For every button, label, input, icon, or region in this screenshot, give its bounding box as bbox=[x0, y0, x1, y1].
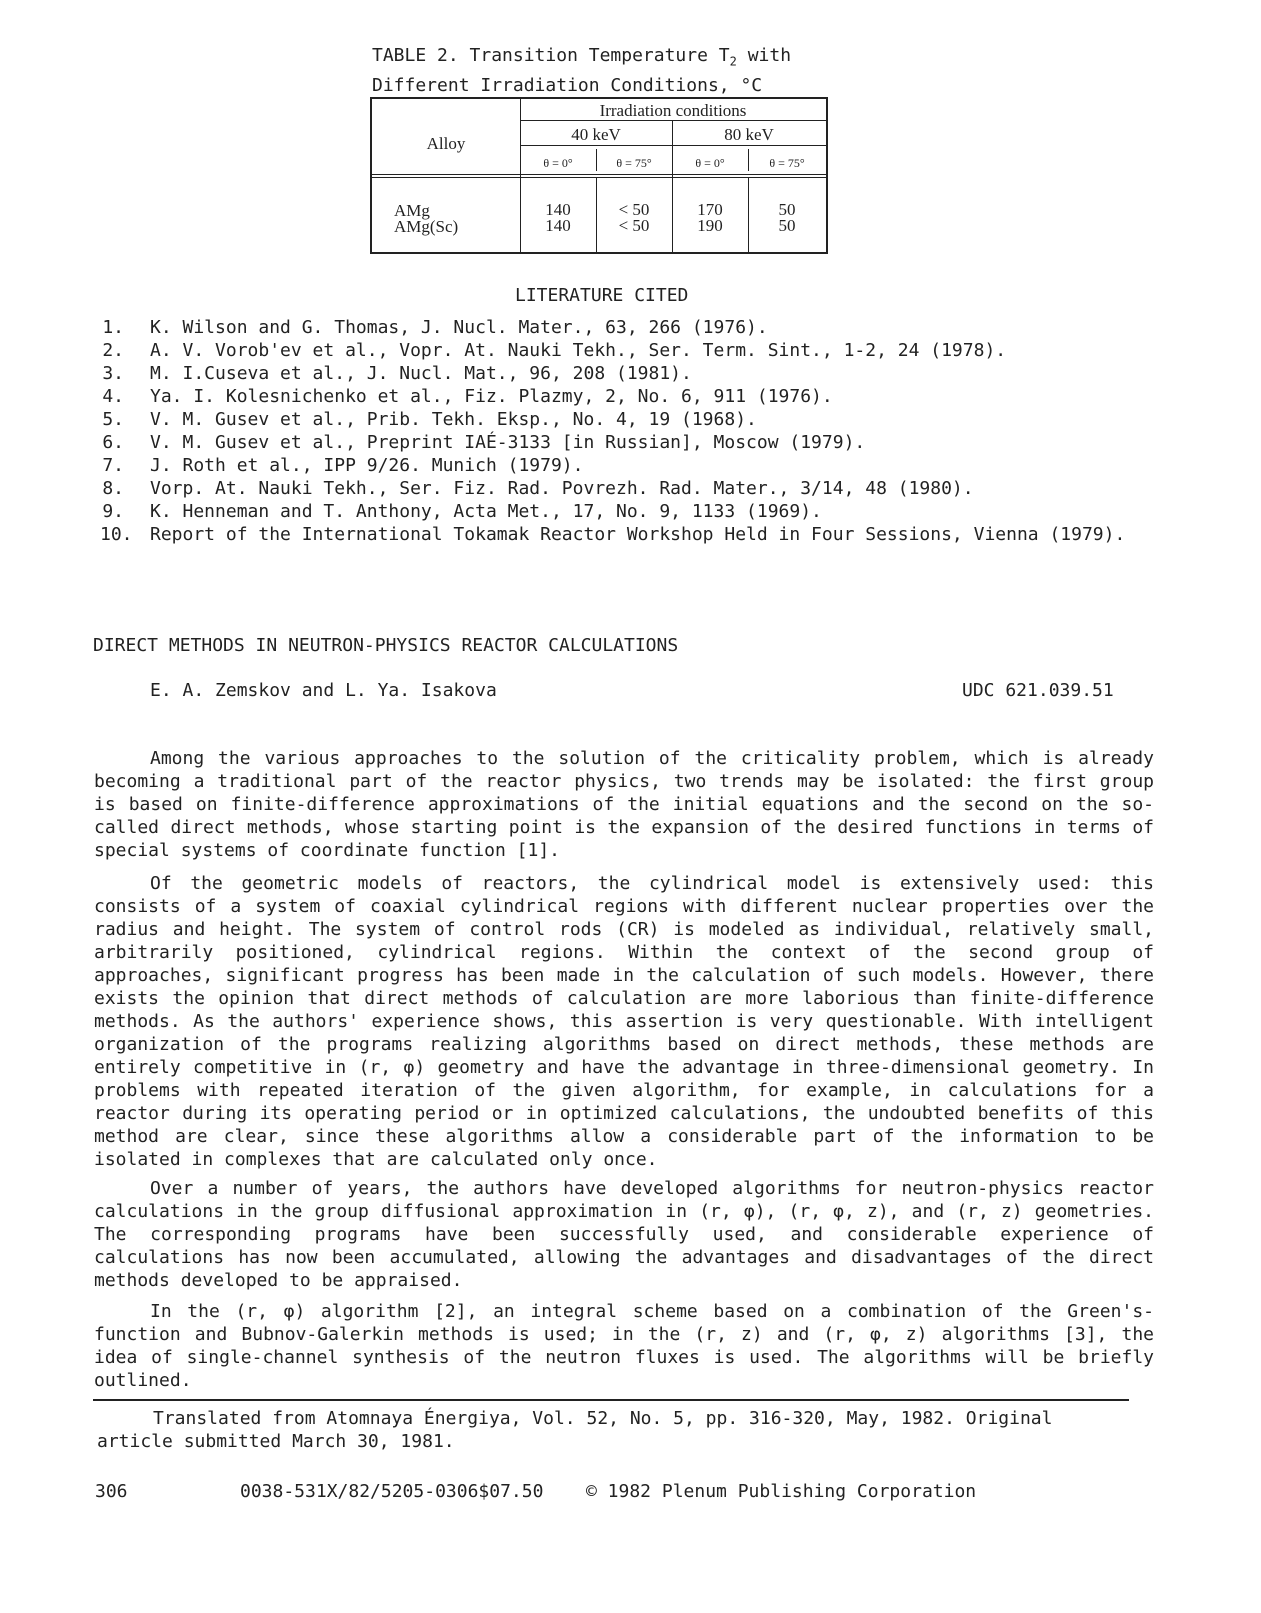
transition-temperature-table bbox=[370, 97, 828, 254]
paragraph: Over a number of years, the authors have developed algorithms for neutron-physics reactor calculations in the group diffusional approximation in (r, φ), (r, φ, z), and (r, z) geometries. The corresponding programs have been successfully used, and considerable experience of calculations has now been accumulated, allowing the advantages and disadvantages of the direct methods developed to be appraised. bbox=[94, 1178, 1154, 1291]
reference-item: 8. Vorp. At. Nauki Tekh., Ser. Fiz. Rad. Povrezh. Rad. Mater., 3/14, 48 (1980). bbox=[102, 478, 974, 499]
reference-item: 3. M. I.Cuseva et al., J. Nucl. Mat., 96, 208 (1981). bbox=[102, 363, 692, 384]
translation-footnote: Translated from Atomnaya Énergiya, Vol. 52, No. 5, pp. 316-320, May, 1982. Original article submitted March 30, 1981. bbox=[97, 1408, 1053, 1452]
reference-item: 6. V. M. Gusev et al., Preprint IAÉ-3133 [in Russian], Moscow (1979). bbox=[102, 432, 866, 453]
table-caption-line1: TABLE 2. Transition Temperature T bbox=[372, 45, 730, 66]
header-angle-0-40: θ = 0° bbox=[543, 156, 573, 170]
copyright-notice: © 1982 Plenum Publishing Corporation bbox=[586, 1481, 977, 1502]
cell: 50 bbox=[778, 216, 796, 235]
reference-item: 1. K. Wilson and G. Thomas, J. Nucl. Mater., 63, 266 (1976). bbox=[102, 317, 768, 338]
row-alloy-amgsc: AMg(Sc) bbox=[394, 217, 459, 236]
reference-item: 5. V. M. Gusev et al., Prib. Tekh. Eksp., No. 4, 19 (1968). bbox=[102, 409, 757, 430]
table-caption-subscript: 2 bbox=[729, 54, 737, 69]
literature-cited-title: LITERATURE CITED bbox=[515, 285, 689, 306]
header-alloy: Alloy bbox=[426, 134, 466, 153]
udc-code: UDC 621.039.51 bbox=[962, 680, 1114, 701]
header-angle-75-40: θ = 75° bbox=[616, 156, 652, 170]
cell: 140 bbox=[545, 200, 571, 219]
cell: 140 bbox=[545, 216, 571, 235]
paragraph: In the (r, φ) algorithm [2], an integral scheme based on a combination of the Green's-function and Bubnov-Galerkin methods is used; in the (r, z) and (r, φ, z) algorithms [3], the idea of single-channel synthesis of the neutron fluxes is used. The algorithms will be briefly outlined. bbox=[94, 1301, 1154, 1391]
reference-list bbox=[100, 316, 1140, 546]
table-caption-line2: Different Irradiation Conditions, °C bbox=[372, 74, 763, 96]
article-title: DIRECT METHODS IN NEUTRON-PHYSICS REACTOR CALCULATIONS bbox=[93, 635, 679, 656]
paragraph: Among the various approaches to the solution of the criticality problem, which is already becoming a traditional part of the reactor physics, two trends may be isolated: the first group is based on finite-difference approximations of the initial equations and the second on the so-called direct methods, whose starting point is the expansion of the desired functions in terms of special systems of coordinate function [1]. bbox=[94, 748, 1154, 861]
reference-item: 4. Ya. I. Kolesnichenko et al., Fiz. Plazmy, 2, No. 6, 911 (1976). bbox=[102, 386, 833, 407]
table-caption bbox=[372, 44, 842, 97]
reference-item: 7. J. Roth et al., IPP 9/26. Munich (1979). bbox=[102, 455, 584, 476]
header-80kev: 80 keV bbox=[724, 125, 774, 144]
header-angle-0-80: θ = 0° bbox=[695, 156, 725, 170]
reference-item: 10. Report of the International Tokamak Reactor Workshop Held in Four Sessions, Vienna (1979). bbox=[100, 524, 1126, 545]
cell: 50 bbox=[778, 200, 796, 219]
article-authors: E. A. Zemskov and L. Ya. Isakova bbox=[150, 680, 497, 701]
cell: 170 bbox=[697, 200, 723, 219]
row-alloy-amg: AMg bbox=[394, 201, 430, 220]
cell: < 50 bbox=[618, 200, 650, 219]
paragraph: Of the geometric models of reactors, the cylindrical model is extensively used: this consists of a system of coaxial cylindrical regions with different nuclear properties over the radius and height. The system of control rods (CR) is modeled as individual, relatively small, arbitrarily positioned, cylindrical regions. Within the context of the second group of approaches, significant progress has been made in the calculation of such models. However, there exists the opinion that direct methods of calculation are more laborious than finite-difference methods. As the authors' experience shows, this assertion is very questionable. With intelligent organization of the programs realizing algorithms based on direct methods, these methods are entirely competitive in (r, φ) geometry and have the advantage in three-dimensional geometry. In problems with repeated iteration of the given algorithm, for example, in calculations for a reactor during its operating period or in optimized calculations, the undoubted benefits of this method are clear, since these algorithms allow a considerable part of the information to be isolated in complexes that are calculated only once. bbox=[94, 873, 1154, 1170]
reference-item: 2. A. V. Vorob'ev et al., Vopr. At. Nauki Tekh., Ser. Term. Sint., 1-2, 24 (1978). bbox=[102, 340, 1007, 361]
table-caption-line1-end: with bbox=[736, 45, 792, 66]
cell: < 50 bbox=[618, 216, 650, 235]
footnote-divider bbox=[93, 1399, 1129, 1401]
header-40kev: 40 keV bbox=[571, 125, 621, 144]
header-irradiation-conditions: Irradiation conditions bbox=[599, 101, 747, 120]
page-number: 306 bbox=[95, 1481, 128, 1502]
reference-item: 9. K. Henneman and T. Anthony, Acta Met., 17, No. 9, 1133 (1969). bbox=[102, 501, 822, 522]
cell: 190 bbox=[697, 216, 723, 235]
publication-code: 0038-531X/82/5205-0306$07.50 bbox=[240, 1481, 544, 1502]
header-angle-75-80: θ = 75° bbox=[769, 156, 805, 170]
